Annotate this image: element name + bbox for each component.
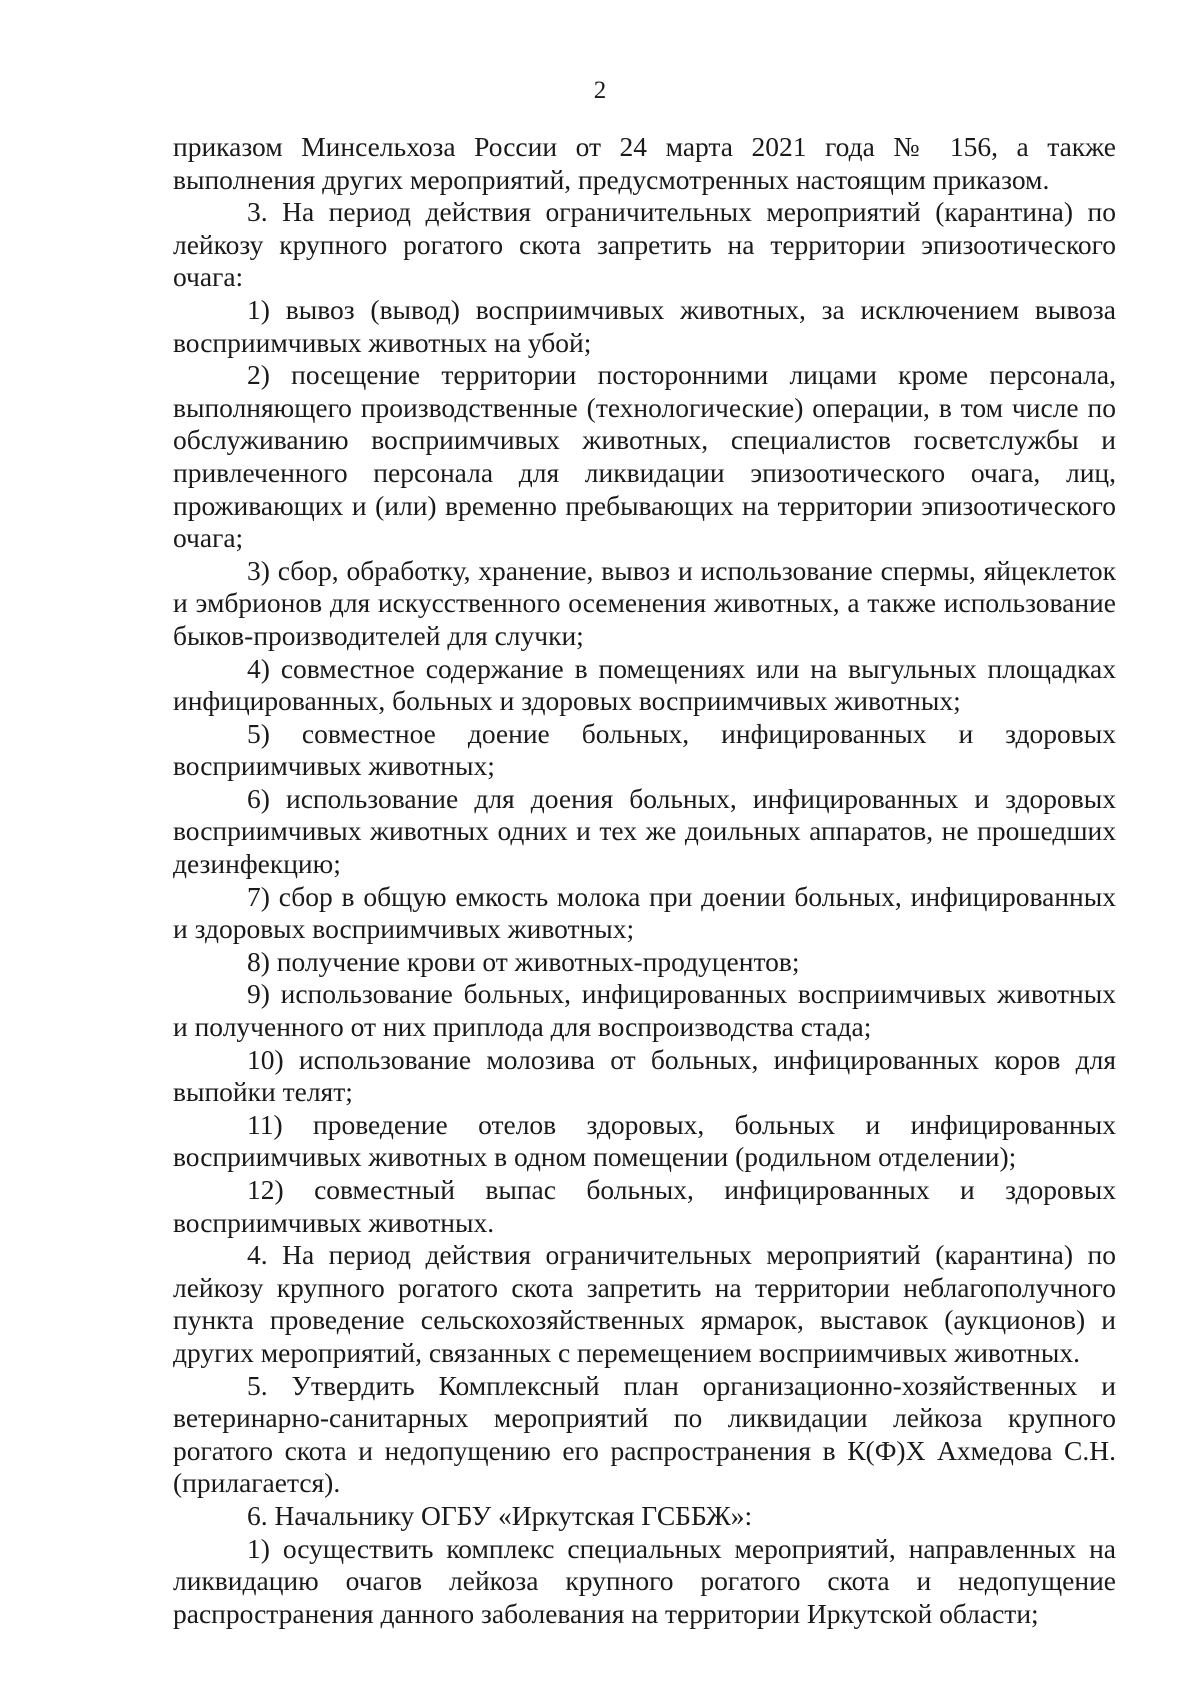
paragraph-item-6: 6. Начальнику ОГБУ «Иркутская ГСББЖ»: [247,1499,753,1531]
paragraph-subitem-3-10: 10) использование молозива от больных, инфицированных коров для выпойки телят; [173,1043,1116,1108]
paragraph-subitem-3-5: 5) совместное доение больных, инфицированных и здоровых восприимчивых животных; [173,717,1116,782]
paragraph-subitem-3-7: 7) сбор в общую емкость молока при доении больных, инфицированных и здоровых восприимчивых животных; [173,880,1116,945]
paragraph-subitem-3-12: 12) совместный выпас больных, инфицированных и здоровых восприимчивых животных. [173,1174,1116,1238]
paragraph-subitem-3-8: 8) получение крови от животных-продуцентов; [247,945,800,977]
paragraph-item-3: 3. На период действия ограничительных мероприятий (карантина) по лейкозу крупного рогатого скота запретить на территории эпизоотического очага: [173,196,1116,293]
paragraph-subitem-3-1: 1) вывоз (вывод) восприимчивых животных, за исключением вывоза восприимчивых животных на убой; [173,293,1116,358]
paragraph-subitem-3-3: 3) сбор, обработку, хранение, вывоз и использование спермы, яйцеклеток и эмбрионов для искусственного осеменения животных, а также использование быков-производителей для случки; [173,554,1116,651]
paragraph-subitem-3-11: 11) проведение отелов здоровых, больных и инфицированных восприимчивых животных в одном помещении (родильном отделении); [173,1108,1116,1173]
paragraph-item-4: 4. На период действия ограничительных мероприятий (карантина) по лейкозу крупного рогатого скота запретить на территории неблагополучного пункта проведение сельскохозяйственных ярмарок, выставок (аукционов) и других мероприятий, связанных с перемещением восприимчивых животных. [173,1239,1116,1368]
paragraph-item-5: 5. Утвердить Комплексный план организационно-хозяйственных и ветеринарно-санитарных мероприятий по ликвидации лейкоза крупного рогатого скота и недопущению его распространения в К(Ф)Х Ахмедова С.Н. (прилагается). [173,1369,1116,1499]
paragraph-continuation: приказом Минсельхоза России от 24 марта 2021 года № 156, а также выполнения других мероприятий, предусмотренных настоящим приказом. [173,131,1116,195]
paragraph-subitem-6-1: 1) осуществить комплекс специальных мероприятий, направленных на ликвидацию очагов лейкоза крупного рогатого скота и недопущение распространения данного заболевания на территории Иркутской области; [173,1532,1116,1629]
paragraph-subitem-3-2: 2) посещение территории посторонними лицами кроме персонала, выполняющего производственные (технологические) операции, в том числе по обслуживанию восприимчивых животных, специалистов госветслужбы и привлеченного персонала для ликвидации эпизоотического очага, лиц, проживающих и (или) временно пребывающих на территории эпизоотического очага; [173,359,1116,554]
document-body [173,131,1116,1630]
paragraph-subitem-3-6: 6) использование для доения больных, инфицированных и здоровых восприимчивых животных одних и тех же доильных аппаратов, не прошедших дезинфекцию; [173,782,1116,880]
page-number: 2 [593,77,607,104]
paragraph-subitem-3-4: 4) совместное содержание в помещениях или на выгульных площадках инфицированных, больных и здоровых восприимчивых животных; [173,652,1116,717]
paragraph-subitem-3-9: 9) использование больных, инфицированных восприимчивых животных и полученного от них приплода для воспроизводства стада; [173,978,1116,1043]
